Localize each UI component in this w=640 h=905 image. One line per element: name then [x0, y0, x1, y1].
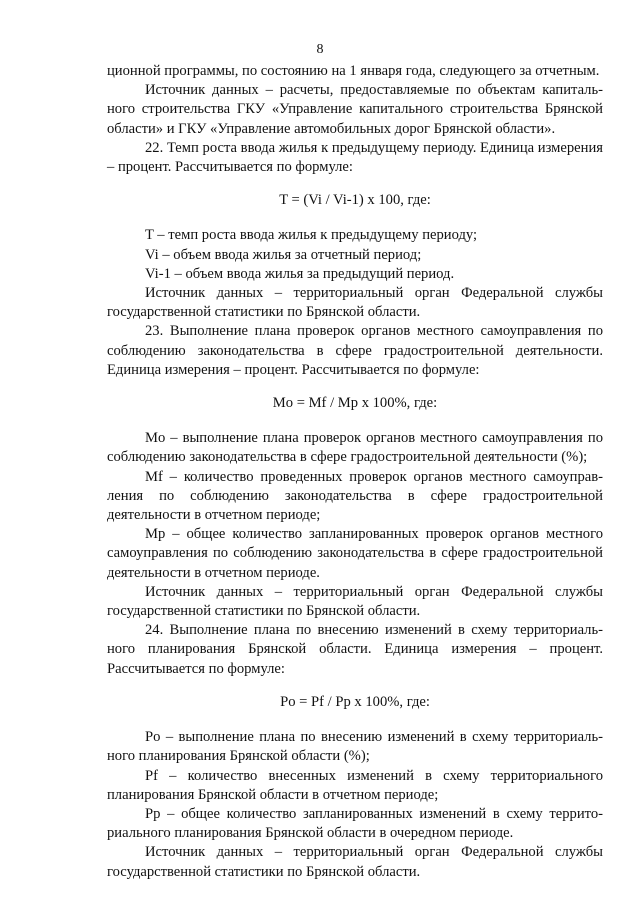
- definition-vi-1: Vi-1 – объем ввода жилья за предыдущий период.: [145, 265, 455, 282]
- definition-pp: Pp – общее количество запланированных изменений в схему территориального планирования Брянской области в очередном периоде.: [107, 805, 603, 842]
- formula-inspections: Mo = Mf / Mp x 100%, где:: [272, 395, 438, 412]
- definition-po: Po – выполнение плана по внесению изменений в схему территориального планирования Брянской области (%);: [107, 729, 603, 765]
- document-body: [107, 62, 603, 882]
- paragraph-item-23: 23. Выполнение плана проверок органов местного самоуправления по соблюдению законодательства в сфере градостроительной деятельности. Единица измерения – процент. Рассчитывается по формуле:: [107, 323, 603, 378]
- formula-territorial-plan: Po = Pf / Pp x 100%, где:: [280, 693, 430, 710]
- page-number: 8: [316, 42, 324, 57]
- definition-mf: Mf – количество проведенных проверок органов местного самоуправления по соблюдению законодательства в сфере градостроительной деятельности в отчетном периоде;: [107, 468, 603, 524]
- paragraph-source-stat-2: Источник данных – территориальный орган Федеральной службы государственной статистики по Брянской области.: [107, 583, 603, 620]
- paragraph-source-stat-3: Источник данных – территориальный орган Федеральной службы государственной статистики по Брянской области.: [107, 844, 603, 880]
- definition-pf: Pf – количество внесенных изменений в схему территориального планирования Брянской области в отчетном периоде;: [107, 767, 603, 803]
- formula-housing-growth: T = (Vi / Vi-1) x 100, где:: [279, 192, 431, 209]
- definition-t: T – темп роста ввода жилья к предыдущему периоду;: [145, 227, 478, 244]
- definition-mp: Mp – общее количество запланированных проверок органов местного самоуправления по соблюдению законодательства в сфере градостроительной деятельности в отчетном периоде.: [107, 526, 603, 581]
- paragraph-item-24: 24. Выполнение плана по внесению изменений в схему территориального планирования Брянской области. Единица измерения – процент. Рассчитывается по формуле:: [107, 622, 603, 677]
- paragraph-source-capital: Источник данных – расчеты, предоставляемые по объектам капитального строительства ГКУ «Управление капитального строительства Брянской области» и ГКУ «Управление автомобильных дорог Брянской области».: [107, 82, 603, 137]
- paragraph-continuation: ционной программы, по состоянию на 1 января года, следующего за отчетным.: [107, 63, 600, 79]
- paragraph-source-stat-1: Источник данных – территориальный орган Федеральной службы государственной статистики по Брянской области.: [107, 285, 603, 321]
- definition-vi: Vi – объем ввода жилья за отчетный период;: [145, 246, 422, 263]
- definition-mo: Mo – выполнение плана проверок органов местного самоуправления по соблюдению законодательства в сфере градостроительной деятельности (%);: [107, 430, 603, 466]
- paragraph-item-22: 22. Темп роста ввода жилья к предыдущему периоду. Единица измерения – процент. Рассчитывается по формуле:: [107, 139, 603, 176]
